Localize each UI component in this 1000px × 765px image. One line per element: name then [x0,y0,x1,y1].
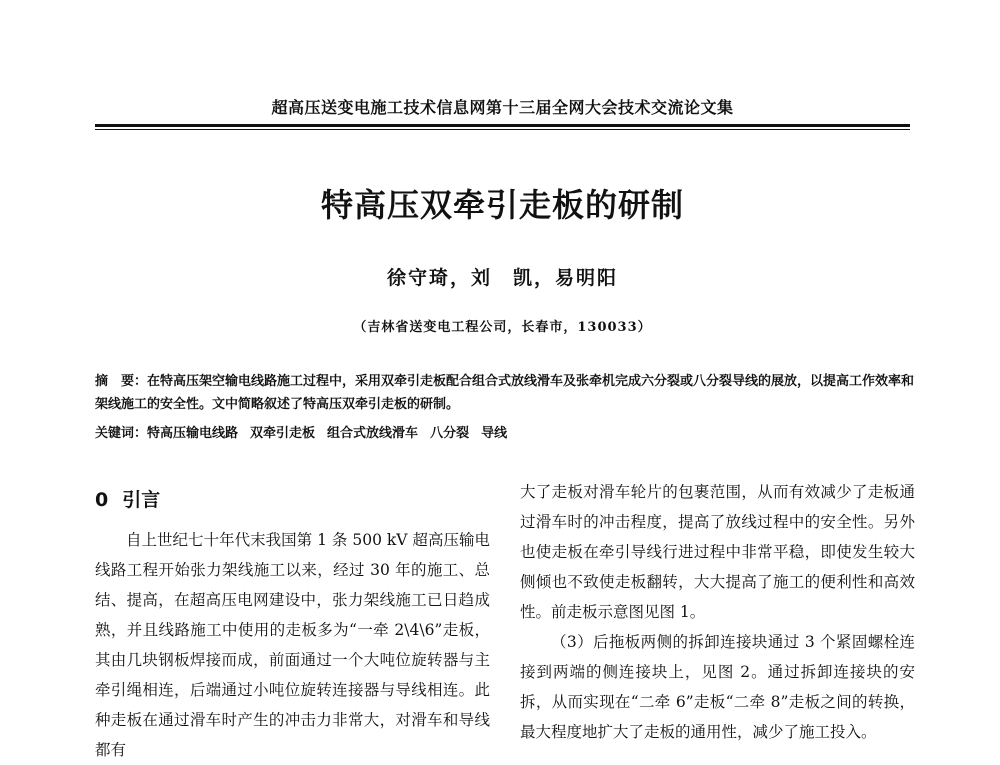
authors: 徐守琦，刘 凯，易明阳 [386,267,618,289]
left-column [95,525,490,765]
keyword: 双牵引走板 [250,426,316,441]
right-column [520,477,915,747]
keyword: 导线 [481,426,508,441]
proceedings-header: 超高压送变电施工技术信息网第十三届全网大会技术交流论文集 [271,98,734,117]
affiliation: （吉林省送变电工程公司，长春市，130033） [353,320,652,335]
section-number: 0 [95,489,109,511]
keyword: 组合式放线滑车 [327,426,419,441]
keyword: 特高压输电线路 [147,426,239,441]
paper-title: 特高压双牵引走板的研制 [320,186,684,224]
continued-paragraph: 大了走板对滑车轮片的包裹范围，从而有效减少了走板通过滑车时的冲击程度，提高了放线过程中的安全性。另外也使走板在牵引导线行进过程中非常平稳，即使发生较大侧倾也不致使走板翻转，大大提高了施工的便利性和高效性。前走板示意图见图 1。 [520,483,915,621]
item-3-paragraph: （3）后拖板两侧的拆卸连接块通过 3 个紧固螺栓连接到两端的侧连接块上，见图 2。通过拆卸连接块的安拆，从而实现在“二牵 6”走板“二牵 8”走板之间的转换，最大程度地扩大了走板的通用性，减少了施工投入。 [520,633,915,741]
section-title: 引言 [122,489,161,511]
abstract-text: 在特高压架空输电线路施工过程中，采用双牵引走板配合组合式放线滑车及张牵机完成六分裂或八分裂导线的展放，以提高工作效率和架线施工的安全性。文中简略叙述了特高压双牵引走板的研制。 [95,374,915,412]
header-rule-thick [95,124,910,127]
keyword: 八分裂 [430,426,470,441]
keywords [95,422,915,445]
keywords-label: 关键词： [95,426,148,441]
abstract-label: 摘 要： [95,374,148,389]
abstract [95,370,915,416]
section-heading [95,485,160,512]
intro-paragraph: 自上世纪七十年代末我国第 1 条 500 kV 超高压输电线路工程开始张力架线施工以来，经过 30 年的施工、总结、提高，在超高压电网建设中，张力架线施工已日趋成熟，并且线路施工中使用的走板多为“一牵 2\4\6”走板，其由几块钢板焊接而成，前面通过一个大吨位旋转器与主牵引绳相连，后端通过小吨位旋转连接器与导线相连。此种走板在通过滑车时产生的冲击力非常大，对滑车和导线都有 [95,531,490,759]
header-rule-thin [95,129,910,130]
